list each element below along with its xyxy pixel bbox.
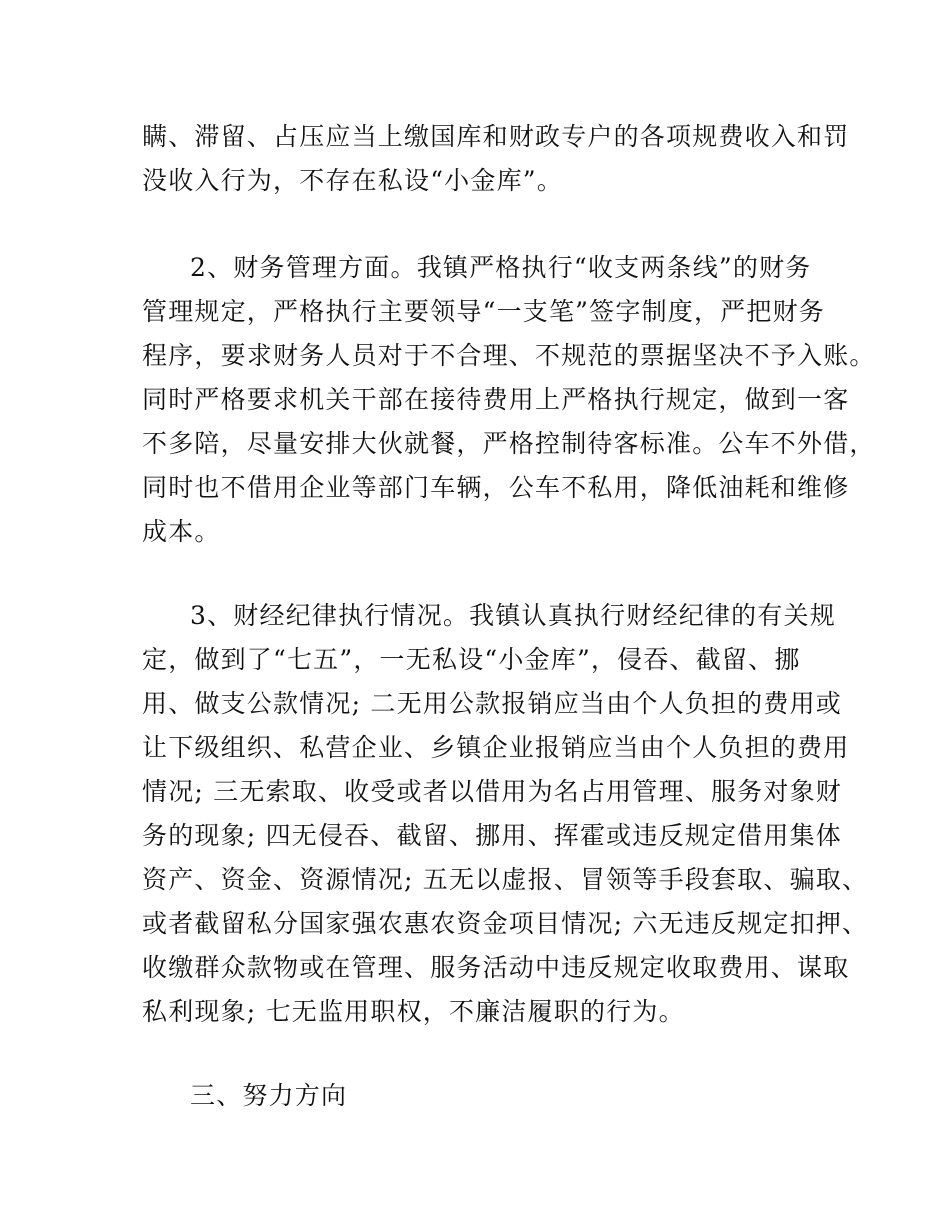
paragraph-2-line-3: 程序，要求财务人员对于不合理、不规范的票据坚决不予入账。 — [142, 341, 876, 370]
paragraph-2-line-1: 2、财务管理方面。我镇严格执行“收支两条线”的财务 — [190, 253, 812, 282]
paragraph-3-line-2: 定，做到了“七五”，一无私设“小金库”，侵吞、截留、挪 — [142, 645, 801, 674]
paragraph-2-line-6: 同时也不借用企业等部门车辆，公车不私用，降低油耗和维修 — [142, 473, 850, 502]
paragraph-1-line-2: 没收入行为，不存在私设“小金库”。 — [142, 166, 563, 195]
section-heading: 三、努力方向 — [190, 1081, 348, 1110]
paragraph-3-line-9: 收缴群众款物或在管理、服务活动中违反规定收取费用、谋取 — [142, 953, 850, 982]
paragraph-3-line-1: 3、财经纪律执行情况。我镇认真执行财经纪律的有关规 — [190, 601, 836, 630]
paragraph-3-line-7: 资产、资金、资源情况; 五无以虚报、冒领等手段套取、骗取、 — [142, 865, 869, 894]
paragraph-3-line-5: 情况; 三无索取、收受或者以借用为名占用管理、服务对象财 — [142, 777, 842, 806]
paragraph-3-line-3: 用、做支公款情况; 二无用公款报销应当由个人负担的费用或 — [142, 689, 842, 718]
paragraph-3-line-6: 务的现象; 四无侵吞、截留、挪用、挥霍或违反规定借用集体 — [142, 821, 842, 850]
paragraph-2-line-5: 不多陪，尽量安排大伙就餐，严格控制待客标准。公车不外借， — [142, 429, 876, 458]
paragraph-2-line-4: 同时严格要求机关干部在接待费用上严格执行规定，做到一客 — [142, 385, 850, 414]
paragraph-1-line-1: 瞒、滞留、占压应当上缴国库和财政专户的各项规费收入和罚 — [142, 122, 850, 151]
paragraph-3-line-4: 让下级组织、私营企业、乡镇企业报销应当由个人负担的费用 — [142, 733, 850, 762]
paragraph-2-line-7: 成本。 — [142, 517, 221, 546]
paragraph-2-line-2: 管理规定，严格执行主要领导“一支笔”签字制度，严把财务 — [142, 297, 825, 326]
paragraph-3-line-10: 私利现象; 七无监用职权，不廉洁履职的行为。 — [142, 997, 685, 1026]
paragraph-3-line-8: 或者截留私分国家强农惠农资金项目情况; 六无违反规定扣押、 — [142, 909, 869, 938]
